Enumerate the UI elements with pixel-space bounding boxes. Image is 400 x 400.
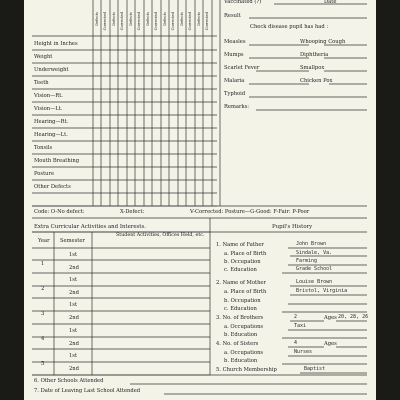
row-label: Height in Inches: [34, 41, 78, 47]
disease-malaria: Malaria: [224, 78, 245, 84]
code-v-legend: V-Corrected: Posture—G-Good: F-Fair: P-Poor: [190, 209, 310, 215]
brothers-ages-label: Ages: [324, 315, 337, 321]
semester-2nd: 2nd: [69, 315, 79, 321]
row-label: Other Defects: [34, 184, 71, 190]
row-label: Vision—Rt.: [34, 93, 63, 99]
form-rules: [24, 0, 376, 400]
semester-2nd: 2nd: [69, 341, 79, 347]
col-head: Defects: [197, 12, 201, 26]
semester-1st: 1st: [69, 353, 78, 359]
col-head: Defects: [112, 12, 116, 26]
sisters-occupation-value: Nurses: [294, 349, 313, 355]
disease-title: Check disease pupil has had :: [250, 24, 329, 30]
disease-typhoid: Typhoid: [224, 91, 246, 97]
sisters-education-label: b. Education: [224, 358, 258, 364]
col-head: Corrected: [120, 12, 124, 31]
father-education-value: Grade School: [296, 266, 333, 272]
vaccinated-label: Vaccinated (?): [224, 0, 262, 5]
date-leaving-label: 7. Date of Leaving Last School Attended: [34, 388, 141, 394]
disease-chicken-pox: Chicken Pox: [300, 78, 333, 84]
code-legend: Code: O-No defect:: [34, 209, 85, 215]
col-head: Corrected: [188, 12, 192, 31]
brothers-education-label: b. Education: [224, 332, 258, 338]
brothers-ages-value: 20, 28, 26: [338, 314, 369, 320]
col-head: Corrected: [137, 12, 141, 31]
col-semester: Semester: [60, 238, 85, 244]
year-3: 3: [41, 311, 45, 317]
semester-1st: 1st: [69, 252, 78, 258]
col-head: Defects: [129, 12, 133, 26]
other-schools-label: 6. Other Schools Attended: [34, 378, 104, 384]
semester-1st: 1st: [69, 302, 78, 308]
semester-1st: 1st: [69, 277, 78, 283]
father-birth-value: Sindale, Va.: [296, 250, 333, 256]
father-occupation-value: Farming: [296, 258, 318, 264]
col-year: Year: [38, 238, 50, 244]
code-x-legend: X-Defect:: [120, 209, 145, 215]
year-1: 1: [41, 261, 45, 267]
row-label: Mouth Breathing: [34, 158, 80, 164]
semester-2nd: 2nd: [69, 290, 79, 296]
father-occupation-label: b. Occupation: [224, 259, 261, 265]
sisters-occupation-label: a. Occupations: [224, 350, 264, 356]
brothers-label: 3. No. of Brothers: [216, 315, 264, 321]
row-label: Weight: [34, 54, 53, 60]
year-2: 2: [41, 286, 45, 292]
sisters-value: 4: [294, 340, 298, 346]
row-label: Posture: [34, 171, 55, 177]
father-label: 1. Name of Father: [216, 242, 264, 248]
extra-title: Extra Curricular Activities and Interests.: [34, 224, 146, 230]
mother-birth-value: Bristol, Virginia: [296, 288, 348, 294]
father-education-label: c. Education: [224, 267, 257, 273]
result-label: Result: [224, 13, 241, 19]
mother-education-label: c. Education: [224, 306, 257, 312]
col-head: Corrected: [205, 12, 209, 31]
semester-2nd: 2nd: [69, 265, 79, 271]
col-head: Defects: [146, 12, 150, 26]
row-label: Tonsils: [34, 145, 53, 151]
col-head: Defects: [163, 12, 167, 26]
col-head: Corrected: [171, 12, 175, 31]
brothers-value: 2: [294, 314, 298, 320]
mother-occupation-label: b. Occupation: [224, 298, 261, 304]
disease-whooping-cough: Whooping Cough: [300, 39, 346, 45]
vaccinated-date-label: Date: [324, 0, 337, 5]
history-title: Pupil's History: [272, 224, 313, 230]
semester-2nd: 2nd: [69, 366, 79, 372]
col-head: Corrected: [103, 12, 107, 31]
col-activities: Student Activities, Offices Held, etc.: [116, 233, 205, 238]
church-value: Baptist: [304, 366, 326, 372]
disease-measles: Measles: [224, 39, 246, 45]
remarks-label: Remarks:: [224, 104, 250, 110]
year-4: 4: [41, 336, 45, 342]
col-head: Defects: [180, 12, 184, 26]
church-label: 5. Church Membership: [216, 367, 277, 373]
disease-mumps: Mumps: [224, 52, 244, 58]
record-card: [24, 0, 376, 400]
col-head: Defects: [95, 12, 99, 26]
mother-birth-label: a. Place of Birth: [224, 289, 267, 295]
disease-smallpox: Smallpox: [300, 65, 325, 71]
mother-value: Louise Brown: [296, 279, 333, 285]
row-label: Hearing—Rt.: [34, 119, 69, 125]
brothers-occupation-value: Taxi: [294, 323, 307, 329]
sisters-ages-label: Ages: [324, 341, 337, 347]
father-birth-label: a. Place of Birth: [224, 251, 267, 257]
disease-diphtheria: Diphtheria: [300, 52, 329, 58]
father-value: John Brown: [296, 241, 327, 247]
sisters-label: 4. No. of Sisters: [216, 341, 259, 347]
row-label: Teeth: [34, 80, 49, 86]
disease-scarlet-fever: Scarlet Fever: [224, 65, 260, 71]
mother-label: 2. Name of Mother: [216, 280, 266, 286]
brothers-occupation-label: a. Occupations: [224, 324, 264, 330]
semester-1st: 1st: [69, 328, 78, 334]
col-head: Corrected: [154, 12, 158, 31]
year-5: 5: [41, 361, 45, 367]
row-label: Vision—Lt.: [34, 106, 63, 112]
row-label: Underweight: [34, 67, 69, 73]
row-label: Hearing—Lt.: [34, 132, 68, 138]
